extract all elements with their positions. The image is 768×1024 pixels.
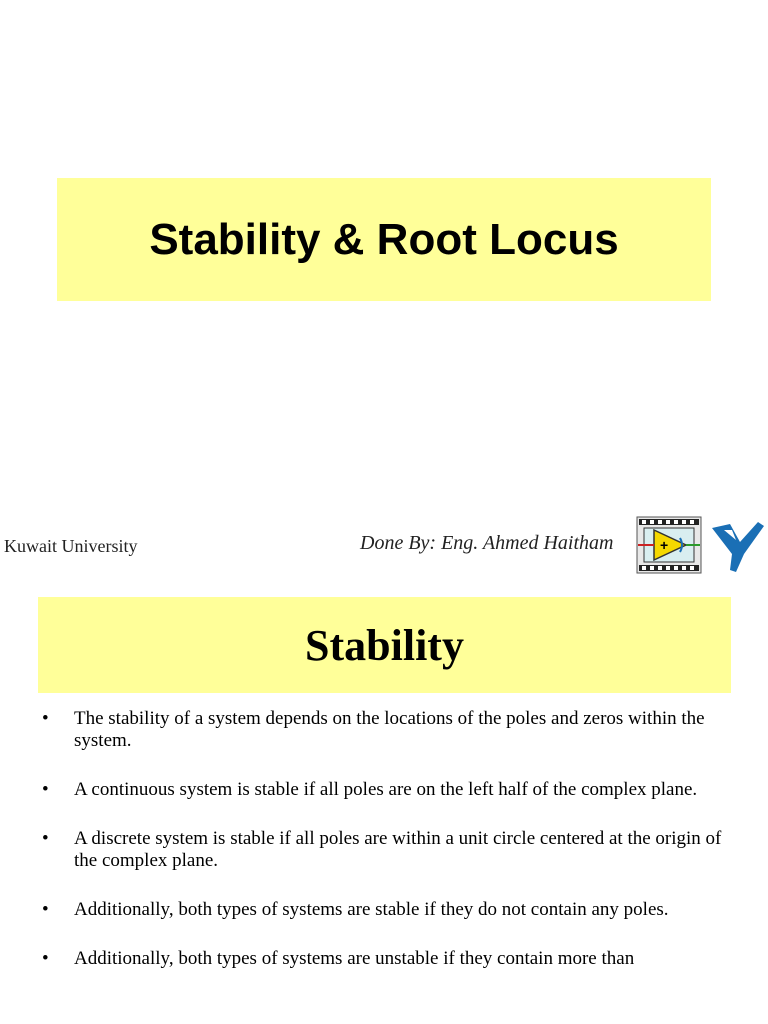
- list-item: [42, 828, 732, 872]
- svg-text:+: +: [660, 537, 669, 553]
- national-instruments-logo-icon: [710, 520, 766, 574]
- bullet-text: Additionally, both types of systems are unstable if they contain more than: [74, 948, 635, 969]
- university-label: Kuwait University: [4, 536, 138, 556]
- bullet-glyph: •: [42, 708, 49, 729]
- slide-title: Stability & Root Locus: [149, 214, 619, 264]
- labview-logo-icon: [636, 516, 702, 574]
- section-title: Stability: [305, 620, 464, 670]
- bullet-glyph: •: [42, 779, 49, 800]
- author-label: Done By: Eng. Ahmed Haitham: [360, 532, 614, 554]
- bullet-text: The stability of a system depends on the locations of the poles and zeros within the system.: [74, 708, 705, 751]
- bullet-list: [42, 708, 732, 997]
- bullet-glyph: •: [42, 899, 49, 920]
- bullet-glyph: •: [42, 828, 49, 849]
- bullet-text: Additionally, both types of systems are stable if they do not contain any poles.: [74, 899, 669, 920]
- section-banner: [38, 597, 731, 693]
- bullet-text: A continuous system is stable if all poles are on the left half of the complex plane.: [74, 779, 698, 800]
- bullet-text: A discrete system is stable if all poles are within a unit circle centered at the origin of the complex plane.: [74, 828, 722, 871]
- list-item: [42, 708, 732, 752]
- slide-footer: [0, 510, 768, 580]
- list-item: [42, 948, 732, 970]
- bullet-glyph: •: [42, 948, 49, 969]
- title-banner: [57, 178, 711, 301]
- list-item: [42, 899, 732, 921]
- list-item: [42, 779, 732, 801]
